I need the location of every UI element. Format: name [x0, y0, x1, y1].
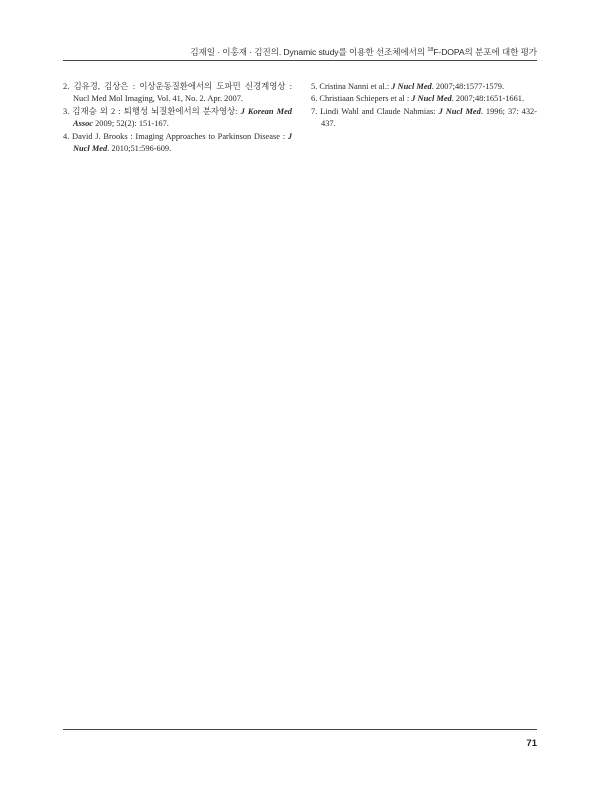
reference-text: David J. Brooks : Imaging Approaches to Parkinson Disease :: [72, 131, 288, 141]
reference-item: [311, 81, 537, 93]
reference-journal: J Nucl Med: [391, 82, 432, 91]
reference-journal: J Nucl Med: [73, 131, 292, 154]
running-header-text-end: F-DOPA의 분포에 대한 평가: [433, 47, 537, 57]
page-number: 71: [526, 738, 537, 749]
reference-tail: 2009; 52(2): 151-167.: [93, 119, 169, 129]
reference-item: [63, 106, 292, 131]
reference-text: Christiaan Schiepers et al :: [319, 94, 412, 104]
reference-tail: . 2007;48:1651-1661.: [451, 94, 525, 104]
reference-item: [311, 106, 537, 131]
reference-number: 7.: [311, 106, 318, 116]
running-header-text: 김재일 · 이홍재 · 김진의. Dynamic study를 이용한 선조체에서의: [190, 47, 428, 57]
running-header: [190, 46, 537, 58]
references-left-column: [63, 81, 292, 155]
isotope-superscript: 18: [427, 47, 434, 53]
reference-number: 4.: [63, 131, 70, 141]
reference-journal: J Nucl Med: [411, 94, 452, 104]
reference-number: 6.: [311, 94, 318, 104]
reference-number: 3.: [63, 106, 70, 116]
reference-item: [311, 93, 537, 105]
reference-number: 2.: [63, 82, 70, 91]
reference-text: 김재승 외 2 : 퇴행성 뇌질환에서의 분자영상:: [72, 106, 241, 116]
header-divider: [63, 60, 537, 61]
reference-number: 5.: [311, 82, 318, 91]
references-right-column: [311, 81, 537, 131]
reference-tail: . 2007;48:1577-1579.: [431, 82, 505, 91]
reference-tail: . 1996; 37: 432-437.: [321, 106, 538, 129]
reference-text: 김유경, 김상은 : 이상운동질환에서의 도파민 신경계영상 : Nucl Med Mol Imaging, Vol. 41, No. 2. Apr. 2007.: [73, 82, 293, 104]
reference-item: [63, 81, 292, 106]
reference-item: [63, 131, 292, 156]
reference-journal: J Nucl Med: [438, 106, 481, 116]
reference-text: Lindi Wahl and Claude Nahmias:: [320, 106, 439, 116]
reference-text: Cristina Nanni et al.:: [319, 82, 392, 91]
footer-divider: [63, 729, 537, 730]
reference-journal: J Korean Med Assoc: [73, 106, 292, 129]
reference-tail: . 2010;51:596-609.: [107, 144, 172, 154]
